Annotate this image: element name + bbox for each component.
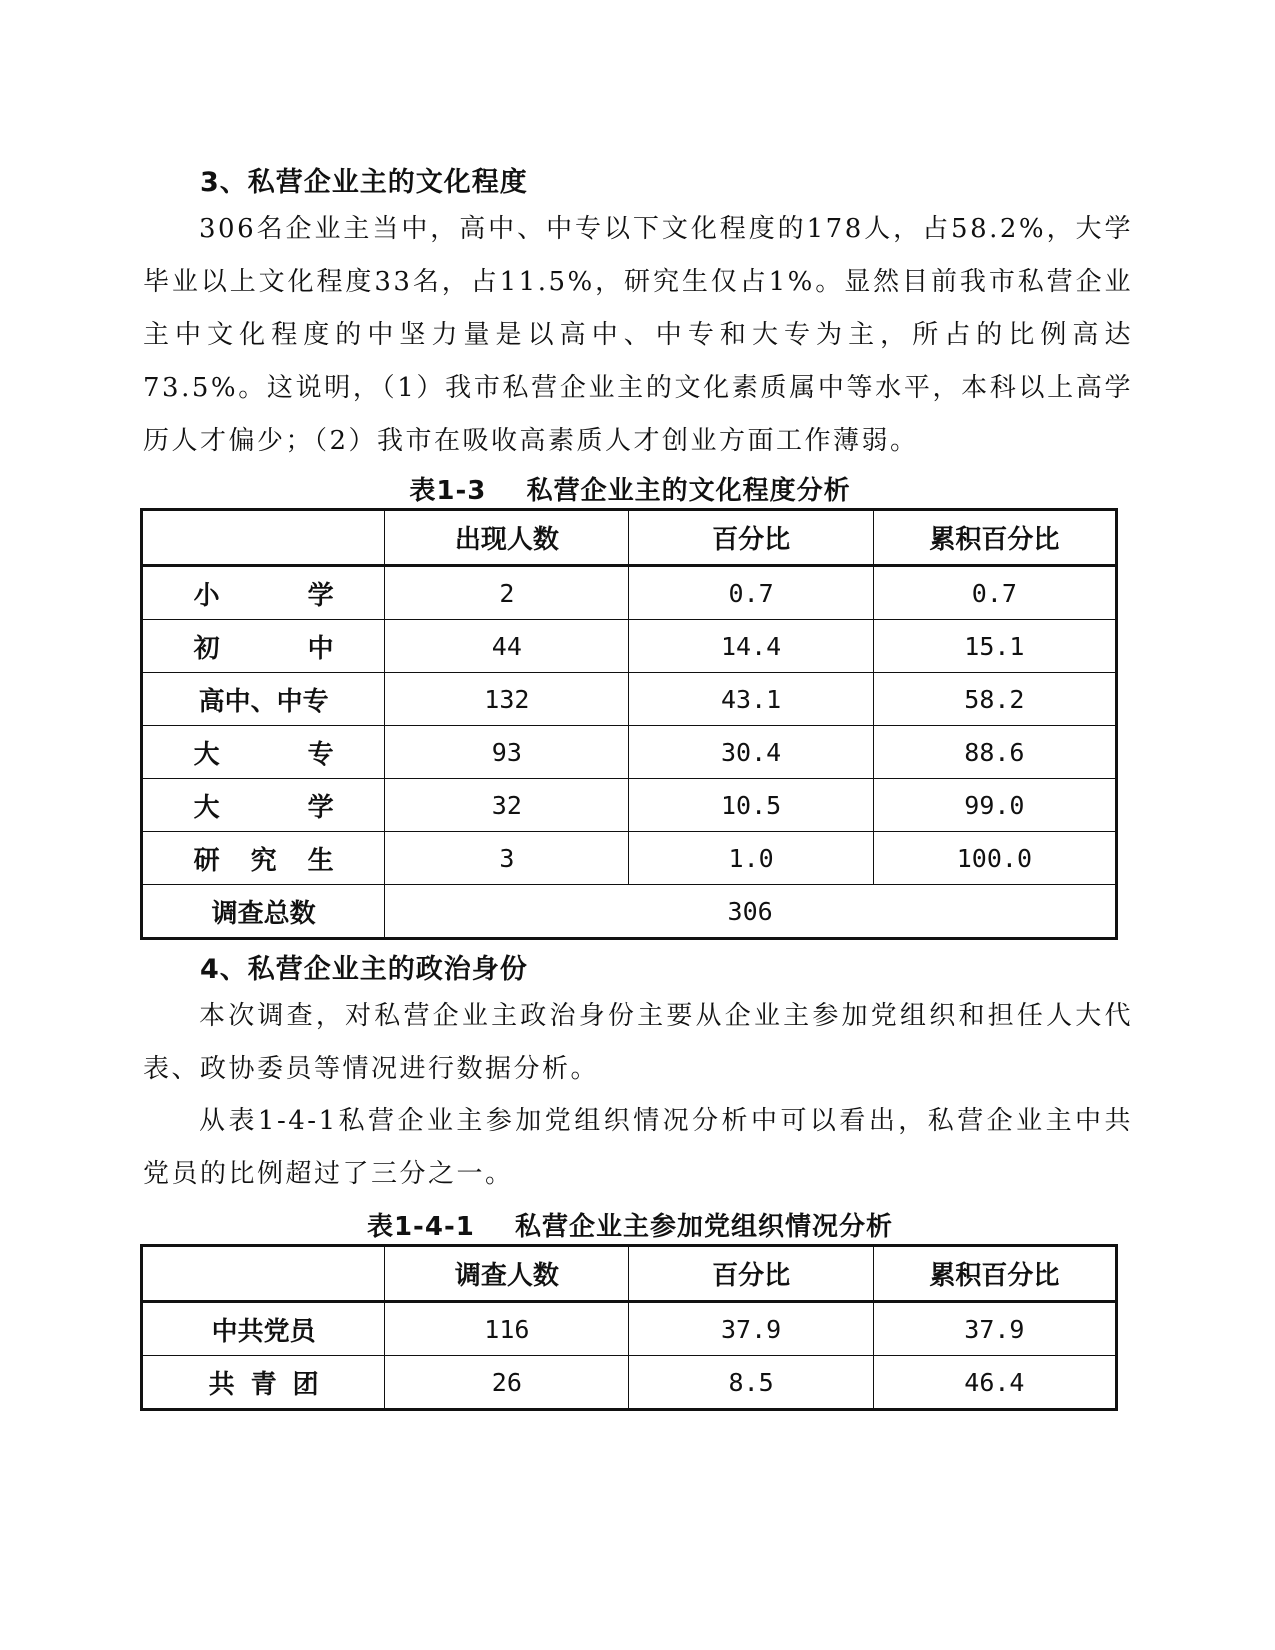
cell-count: 44 bbox=[385, 620, 629, 673]
cell-percent: 14.4 bbox=[629, 620, 873, 673]
section-3-heading: 3、私营企业主的文化程度 bbox=[200, 167, 528, 198]
row-label-junior-middle: 初 中 bbox=[142, 620, 385, 673]
cell-count: 93 bbox=[385, 726, 629, 779]
table-1-3-caption: 表1-3 私营企业主的文化程度分析 bbox=[409, 476, 851, 506]
cell-percent: 8.5 bbox=[629, 1356, 873, 1410]
cell-percent: 43.1 bbox=[629, 673, 873, 726]
cell-percent: 10.5 bbox=[629, 779, 873, 832]
cell-percent: 37.9 bbox=[629, 1302, 873, 1356]
row-label-graduate: 研 究 生 bbox=[142, 832, 385, 885]
table-row bbox=[142, 779, 1117, 832]
header-cell-percent: 百分比 bbox=[629, 1246, 873, 1302]
row-label-high-school: 高中、中专 bbox=[142, 673, 385, 726]
cell-cumulative: 46.4 bbox=[873, 1356, 1116, 1410]
party-membership-table bbox=[140, 1244, 1118, 1411]
table-row bbox=[142, 1356, 1117, 1410]
cell-percent: 0.7 bbox=[629, 566, 873, 620]
header-cell-count: 出现人数 bbox=[385, 510, 629, 566]
table-row bbox=[142, 620, 1117, 673]
cell-count: 2 bbox=[385, 566, 629, 620]
header-cell-empty bbox=[142, 510, 385, 566]
row-label-cpc-member: 中共党员 bbox=[142, 1302, 385, 1356]
cell-cumulative: 88.6 bbox=[873, 726, 1116, 779]
row-label-primary: 小 学 bbox=[142, 566, 385, 620]
header-cell-empty bbox=[142, 1246, 385, 1302]
header-cell-count: 调查人数 bbox=[385, 1246, 629, 1302]
header-cell-cumulative: 累积百分比 bbox=[873, 510, 1116, 566]
table-row bbox=[142, 673, 1117, 726]
header-cell-cumulative: 累积百分比 bbox=[873, 1246, 1116, 1302]
cell-cumulative: 99.0 bbox=[873, 779, 1116, 832]
cell-count: 26 bbox=[385, 1356, 629, 1410]
cell-count: 32 bbox=[385, 779, 629, 832]
section-4-heading: 4、私营企业主的政治身份 bbox=[200, 954, 528, 985]
cell-percent: 30.4 bbox=[629, 726, 873, 779]
total-label: 调查总数 bbox=[142, 885, 385, 939]
table-row bbox=[142, 726, 1117, 779]
total-value: 306 bbox=[385, 885, 1117, 939]
section-4-paragraph-1: 本次调查，对私营企业主政治身份主要从企业主参加党组织和担任人大代表、政协委员等情况进行数据分析。 bbox=[143, 1001, 1133, 1084]
cell-count: 132 bbox=[385, 673, 629, 726]
table-row bbox=[142, 832, 1117, 885]
table-row bbox=[142, 566, 1117, 620]
cell-percent: 1.0 bbox=[629, 832, 873, 885]
table-1-4-1-caption: 表1-4-1 私营企业主参加党组织情况分析 bbox=[366, 1212, 894, 1242]
cell-cumulative: 37.9 bbox=[873, 1302, 1116, 1356]
cell-cumulative: 100.0 bbox=[873, 832, 1116, 885]
cell-count: 3 bbox=[385, 832, 629, 885]
table-row bbox=[142, 1302, 1117, 1356]
row-label-university: 大 学 bbox=[142, 779, 385, 832]
cell-cumulative: 0.7 bbox=[873, 566, 1116, 620]
section-3-paragraph: 306名企业主当中，高中、中专以下文化程度的178人，占58.2%，大学毕业以上文化程度33名，占11.5%，研究生仅占1%。显然目前我市私营企业主中文化程度的中坚力量是以高中、中专和大专为主，所占的比例高达73.5%。这说明，（1）我市私营企业主的文化素质属中等水平，本科以上高学历人才偏少；（2）我市在吸收高素质人才创业方面工作薄弱。 bbox=[143, 214, 1133, 456]
section-4-paragraph-2: 从表1-4-1私营企业主参加党组织情况分析中可以看出，私营企业主中共党员的比例超过了三分之一。 bbox=[143, 1106, 1133, 1189]
cell-cumulative: 15.1 bbox=[873, 620, 1116, 673]
row-label-junior-college: 大 专 bbox=[142, 726, 385, 779]
cell-cumulative: 58.2 bbox=[873, 673, 1116, 726]
header-cell-percent: 百分比 bbox=[629, 510, 873, 566]
table-header-row bbox=[142, 510, 1117, 566]
table-total-row bbox=[142, 885, 1117, 939]
cell-count: 116 bbox=[385, 1302, 629, 1356]
education-level-table bbox=[140, 508, 1118, 940]
table-header-row bbox=[142, 1246, 1117, 1302]
row-label-youth-league: 共 青 团 bbox=[142, 1356, 385, 1410]
